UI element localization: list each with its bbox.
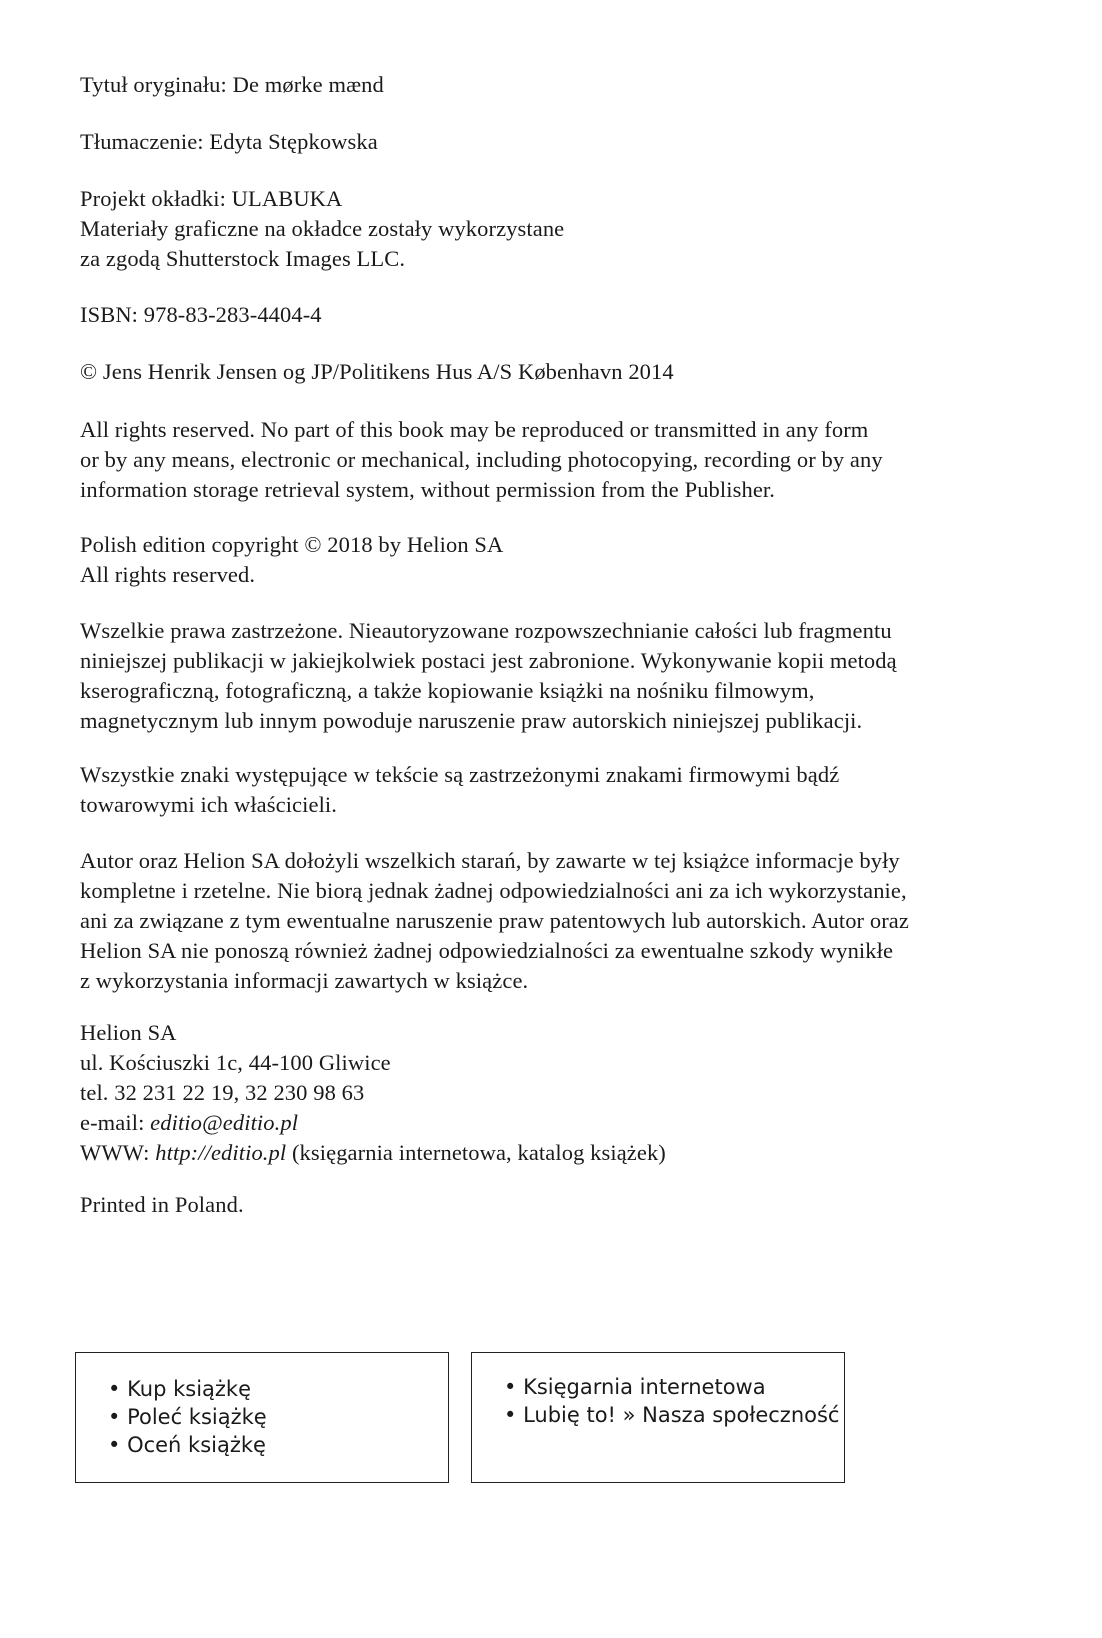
trademarks-note: Wszystkie znaki występujące w tekście są zastrzeżonymi znakami firmowymi bądź towarowymi ich właścicieli. [80,762,840,817]
printed-in: Printed in Poland. [80,1192,244,1217]
book-actions-box [75,1352,449,1483]
bookstore-box [471,1352,845,1483]
publisher-email-line: e-mail: editio@editio.pl [80,1110,299,1135]
translation-credit: Tłumaczenie: Edyta Stępkowska [80,129,378,154]
rate-book-link[interactable]: • Oceń książkę [108,1431,448,1459]
recommend-book-link[interactable]: • Poleć książkę [108,1403,448,1431]
rights-polish: Wszelkie prawa zastrzeżone. Nieautoryzowane rozpowszechnianie całości lub fragmentu niniejszej publikacji w jakiejkolwiek postaci jest zabronione. Wykonywanie kopii metodą kserograficzną, fotograficzną, a także kopiowanie książki na nośniku filmowym, magnetycznym lub innym powoduje naruszenie praw autorskich niniejszej publikacji. [80,618,897,733]
publisher-address: ul. Kościuszki 1c, 44-100 Gliwice [80,1050,391,1075]
copyright-original: © Jens Henrik Jensen og JP/Politikens Hus A/S København 2014 [80,359,674,384]
disclaimer: Autor oraz Helion SA dołożyli wszelkich starań, by zawarte w tej książce informacje były kompletne i rzetelne. Nie biorą jednak żadnej odpowiedzialności ani za ich wykorzystanie, ani za związane z tym ewentualne naruszenie praw patentowych lub autorskich. Autor oraz Helion SA nie ponoszą również żadnej odpowiedzialności za ewentualne szkody wynikłe z wykorzystania informacji zawartych w książce. [80,848,909,993]
publisher-info [80,1018,1050,1168]
publisher-phone: tel. 32 231 22 19, 32 230 98 63 [80,1080,365,1105]
email-link[interactable]: editio@editio.pl [150,1110,299,1135]
polish-edition-copyright: Polish edition copyright © 2018 by Helion SA All rights reserved. [80,532,504,587]
cover-credit: Projekt okładki: ULABUKA Materiały graficzne na okładce zostały wykorzystane za zgodą Shutterstock Images LLC. [80,186,565,271]
community-link[interactable]: • Lubię to! » Nasza społeczność [504,1401,844,1429]
buy-book-link[interactable]: • Kup książkę [108,1375,448,1403]
publisher-name: Helion SA [80,1020,177,1045]
rights-english: All rights reserved. No part of this book may be reproduced or transmitted in any form or by any means, electronic or mechanical, including photocopying, recording or by any information storage retrieval system, without permission from the Publisher. [80,417,883,502]
original-title: Tytuł oryginału: De mørke mænd [80,72,384,97]
website-link[interactable]: http://editio.pl [155,1140,287,1165]
online-bookstore-link[interactable]: • Księgarnia internetowa [504,1373,844,1401]
publisher-www-line: WWW: http://editio.pl (księgarnia internetowa, katalog książek) [80,1140,666,1165]
isbn: ISBN: 978-83-283-4404-4 [80,302,322,327]
